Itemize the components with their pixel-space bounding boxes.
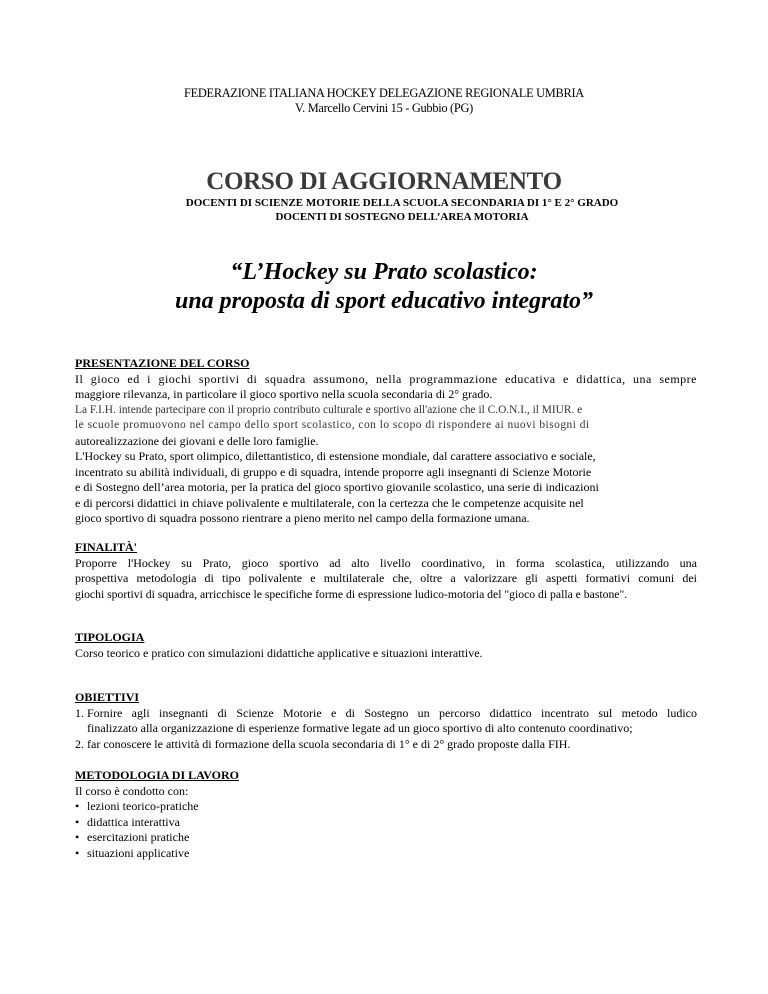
bullet-icon: •: [75, 799, 80, 813]
bullet-icon: •: [75, 845, 80, 860]
list-item-text: far conoscere le attività di formazione della scuola secondaria di 1° e di 2° grado proposte dalla FIH.: [87, 736, 571, 751]
list-item: [75, 799, 697, 815]
section-metodologia: [75, 768, 697, 861]
paragraph-line: autorealizzazione dei giovani e delle loro famiglie.: [75, 433, 319, 448]
list-item: [75, 830, 697, 846]
section-obiettivi: [75, 690, 697, 752]
paragraph-line: incentrato su abilità individuali, di gruppo e di squadra, intende proporre agli insegnanti di Scienze Motorie: [75, 464, 592, 479]
organization-name: FEDERAZIONE ITALIANA HOCKEY DELEGAZIONE REGIONALE UMBRIA: [184, 86, 584, 100]
list-number: 2.: [75, 736, 84, 751]
list-item: [75, 706, 697, 737]
list-item-text: lezioni teorico-pratiche: [87, 799, 199, 813]
methods-list: [75, 799, 697, 861]
paragraph-line: La F.I.H. intende partecipare con il proprio contributo culturale e sportivo all'azione che il C.O.N.I., il MIUR. e: [75, 403, 583, 416]
list-item: [75, 846, 697, 862]
paragraph-line: giochi sportivi di squadra, arricchisce le specifiche forme di espressione ludico-motoria del "gioco di palla e bastone".: [75, 587, 628, 601]
target-audience-line1: DOCENTI DI SCIENZE MOTORIE DELLA SCUOLA SECONDARIA DI 1° E 2° GRADO: [185, 197, 619, 209]
paragraph-line: maggiore rilevanza, in particolare il gioco sportivo nella scuola secondaria di 2° grado.: [75, 387, 493, 401]
target-audience-line2: DOCENTI DI SOSTEGNO DELL’AREA MOTORIA: [275, 211, 529, 223]
list-item: [75, 815, 697, 831]
bullet-icon: •: [75, 814, 80, 829]
organization-address: V. Marcello Cervini 15 - Gubbio (PG): [295, 101, 473, 115]
paragraph-line: Corso teorico e pratico con simulazioni didattiche applicative e situazioni interattive.: [75, 645, 483, 660]
list-number: 1.: [75, 705, 84, 720]
section-heading: PRESENTAZIONE DEL CORSO: [75, 356, 250, 370]
paragraph-line: Il corso è condotto con:: [75, 783, 189, 798]
paragraph-line: le scuole promuovono nel campo dello sport scolastico, con lo scopo di rispondere ai nuovi bisogni di: [75, 419, 590, 431]
section-heading: TIPOLOGIA: [75, 630, 145, 644]
list-item-text: situazioni applicative: [87, 845, 190, 860]
course-subtitle-line1: “L’Hockey su Prato scolastico:: [230, 259, 538, 285]
course-subtitle-line2: una proposta di sport educativo integrato”: [174, 288, 594, 314]
paragraph-line: gioco sportivo di squadra possono rientrare a pieno merito nel campo della formazione umana.: [75, 511, 530, 525]
list-item-text: Fornire agli insegnanti di Scienze Motorie e di Sostegno un percorso didattico incentrato sul metodo ludico: [87, 705, 697, 720]
paragraph-line: prospettiva metodologia di tipo polivalente e multilaterale che, oltre a valorizzare gli aspetti formativi comuni dei: [75, 571, 697, 585]
objectives-list: [75, 706, 697, 753]
list-item-text: esercitazioni pratiche: [87, 830, 190, 844]
course-title: CORSO DI AGGIORNAMENTO: [206, 168, 562, 195]
section-heading: METODOLOGIA DI LAVORO: [75, 768, 240, 782]
section-presentazione: [75, 356, 697, 527]
paragraph-line: Il gioco ed i giochi sportivi di squadra assumono, nella programmazione educativa e didattica, una sempre: [75, 371, 697, 386]
section-heading: OBIETTIVI: [75, 690, 140, 704]
paragraph-line: Proporre l'Hockey su Prato, gioco sportivo ad alto livello coordinativo, in forma scolastica, utilizzando una: [75, 555, 697, 570]
list-item: [75, 737, 697, 753]
bullet-icon: •: [75, 830, 80, 844]
paragraph-line: L'Hockey su Prato, sport olimpico, dilettantistico, di estensione mondiale, dal carattere associativo e sociale,: [75, 449, 596, 463]
section-heading: FINALITÀ': [75, 540, 138, 554]
list-item-text: finalizzato alla organizzazione di esperienze formative legate ad un gioco sportivo di alto contenuto coordinativo;: [87, 721, 633, 735]
paragraph-line: e di Sostegno dell’area motoria, per la pratica del gioco sportivo giovanile scolastico, una serie di indicazioni: [75, 480, 599, 494]
section-finalita: [75, 540, 697, 602]
list-item-text: didattica interattiva: [87, 814, 180, 829]
paragraph-line: e di percorsi didattici in chiave polivalente e multilaterale, con la certezza che le competenze acquisite nel: [75, 495, 584, 510]
section-tipologia: [75, 630, 697, 661]
